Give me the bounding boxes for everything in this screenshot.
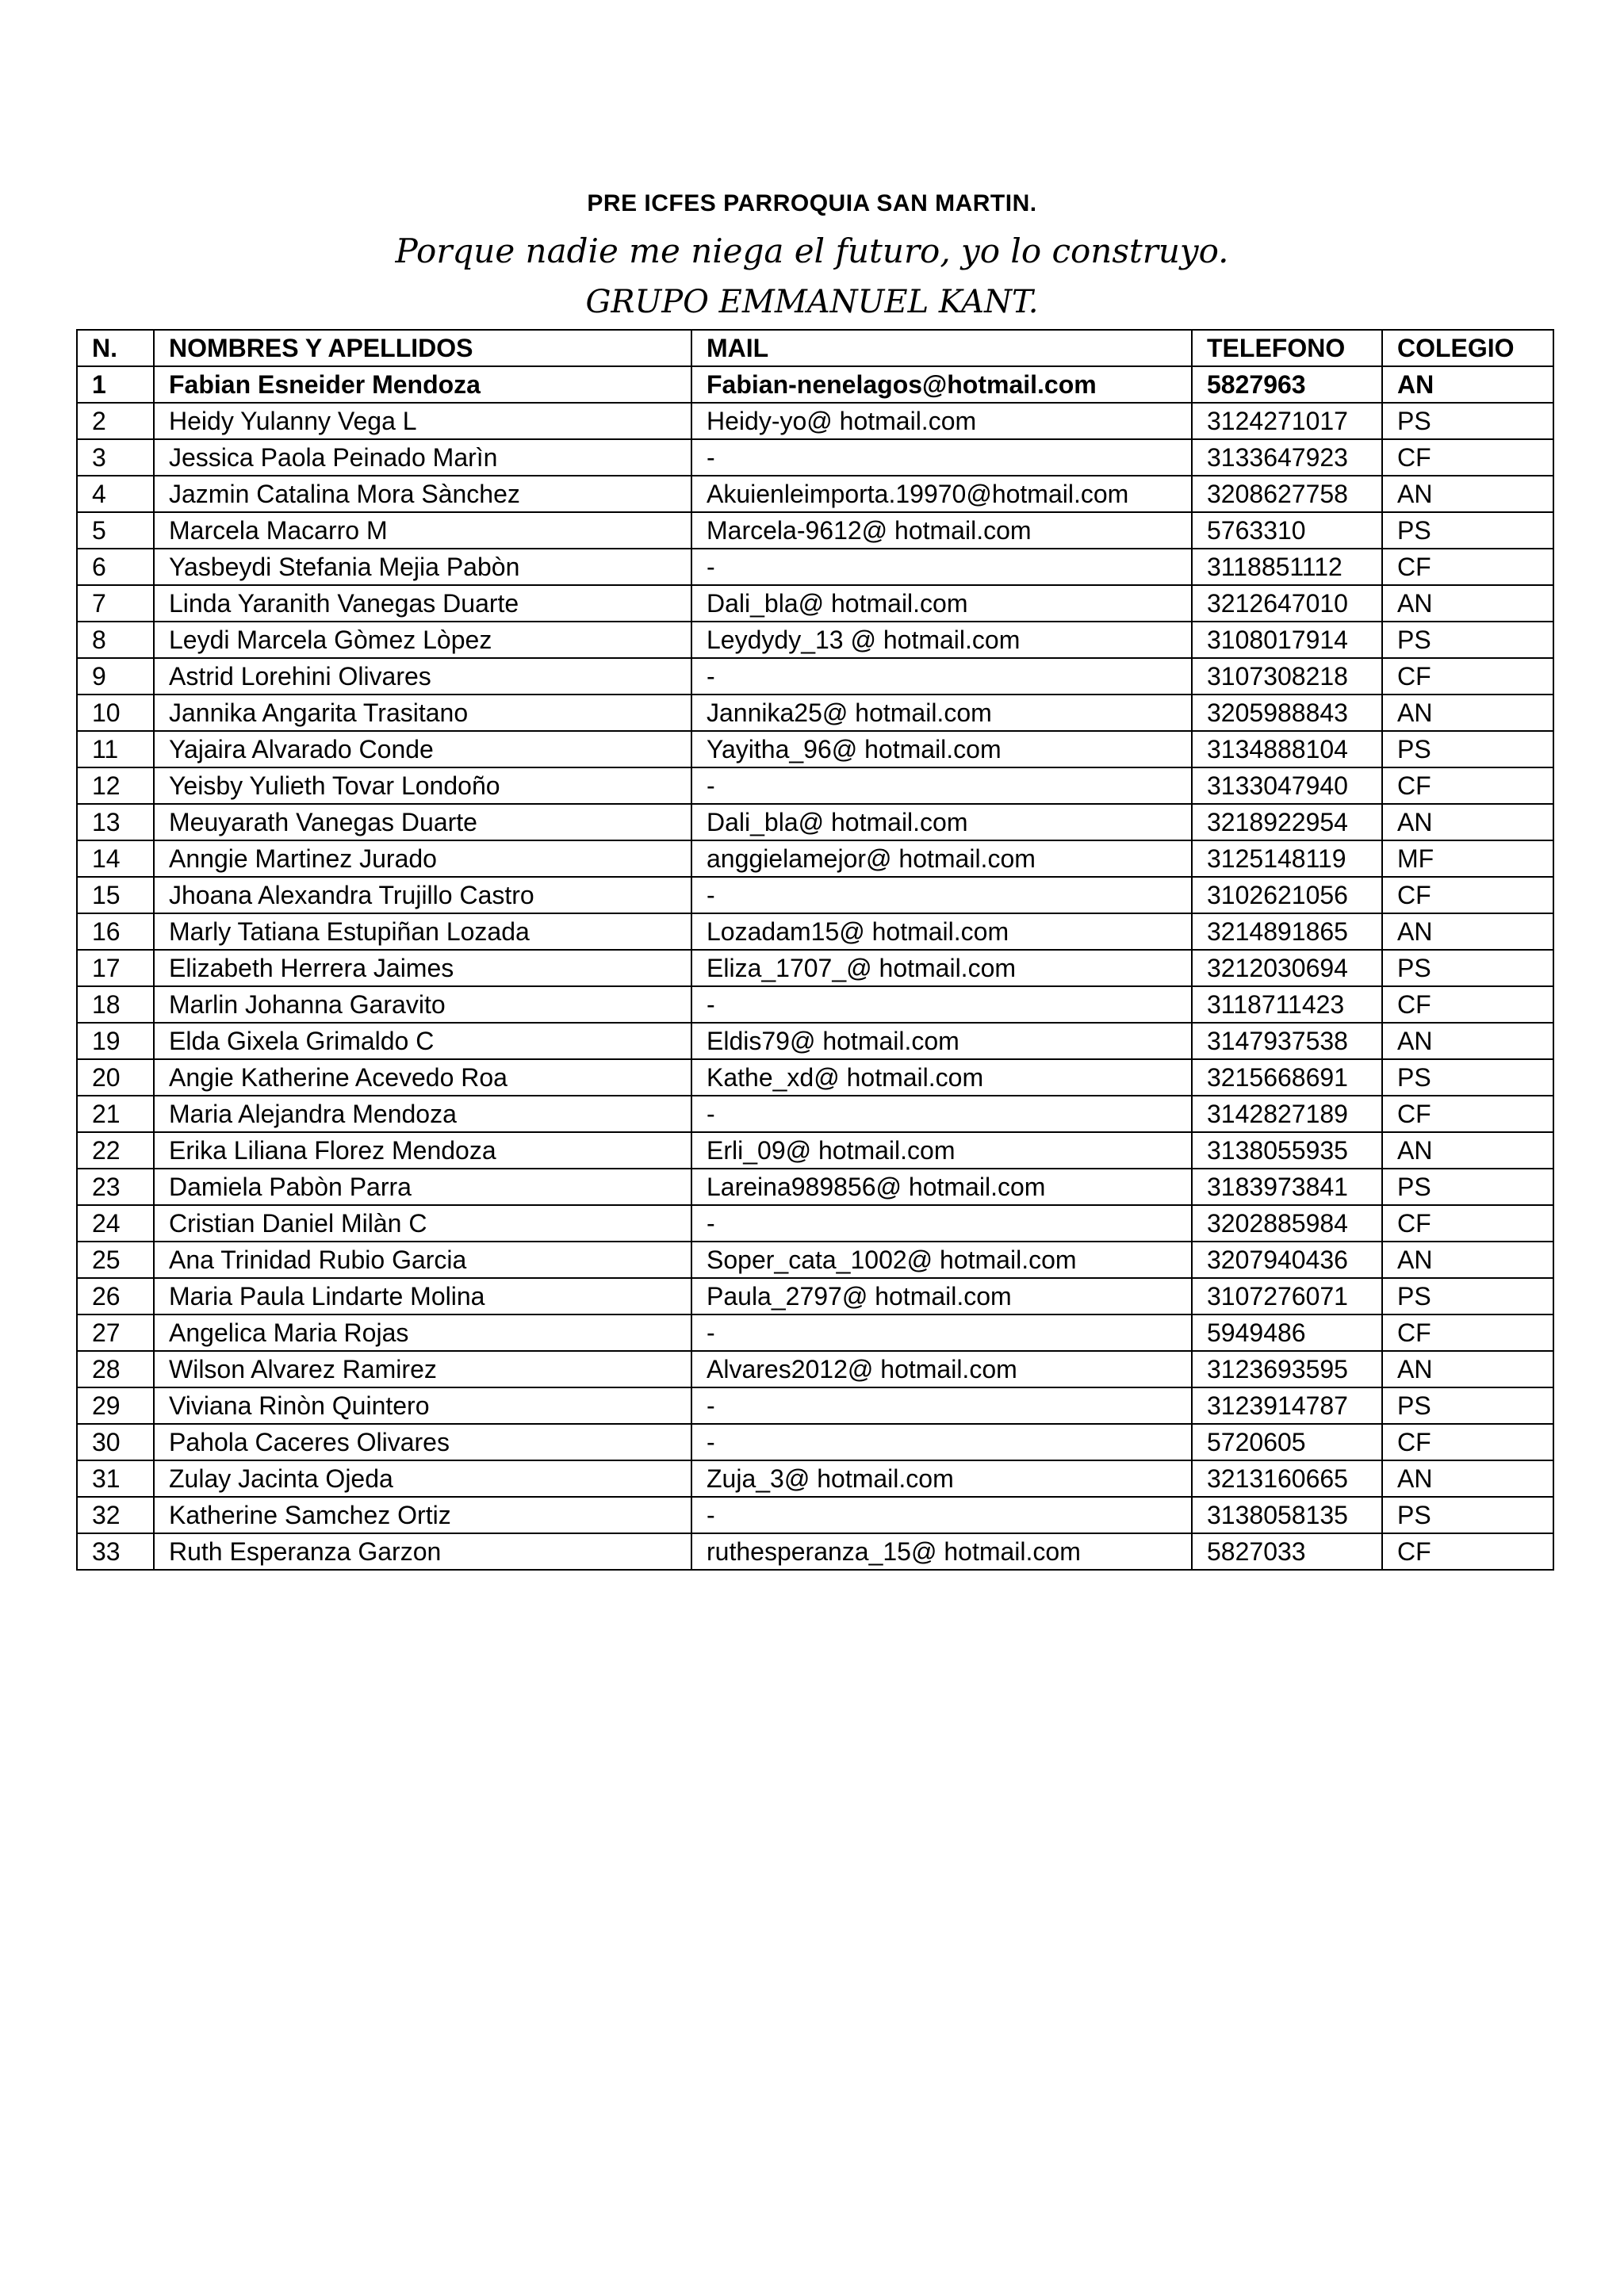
row-number: 25 [77,1242,154,1278]
row-number: 19 [77,1023,154,1059]
student-school: CF [1382,877,1553,913]
student-phone: 3214891865 [1192,913,1382,950]
row-number: 24 [77,1205,154,1242]
row-number: 28 [77,1351,154,1387]
column-header-mail: MAIL [691,330,1192,366]
table-row [77,1169,1553,1205]
student-phone: 3123693595 [1192,1351,1382,1387]
row-number: 13 [77,804,154,840]
table-row [77,549,1553,585]
student-school: PS [1382,1497,1553,1533]
student-school: AN [1382,1351,1553,1387]
student-mail: - [691,1314,1192,1351]
student-name: Yajaira Alvarado Conde [154,731,691,767]
table-row [77,1533,1553,1570]
student-phone: 3208627758 [1192,476,1382,512]
student-phone: 3212030694 [1192,950,1382,986]
row-number: 4 [77,476,154,512]
student-school: AN [1382,476,1553,512]
student-school: AN [1382,585,1553,622]
row-number: 29 [77,1387,154,1424]
student-phone: 3124271017 [1192,403,1382,439]
student-school: CF [1382,549,1553,585]
table-row [77,986,1553,1023]
document-motto: Porque nadie me niega el futuro, yo lo construyo. [395,232,1229,270]
row-number: 10 [77,695,154,731]
student-name: Angie Katherine Acevedo Roa [154,1059,691,1096]
table-row [77,585,1553,622]
student-school: PS [1382,1278,1553,1314]
student-mail: - [691,439,1192,476]
student-phone: 3205988843 [1192,695,1382,731]
student-school: PS [1382,1059,1553,1096]
student-name: Anngie Martinez Jurado [154,840,691,877]
table-row [77,622,1553,658]
student-mail: Akuienleimporta.19970@hotmail.com [691,476,1192,512]
student-name: Meuyarath Vanegas Duarte [154,804,691,840]
student-mail: Eliza_1707_@ hotmail.com [691,950,1192,986]
student-school: AN [1382,804,1553,840]
student-mail: - [691,986,1192,1023]
student-name: Marly Tatiana Estupiñan Lozada [154,913,691,950]
student-phone: 3147937538 [1192,1023,1382,1059]
student-phone: 3215668691 [1192,1059,1382,1096]
student-mail: Lozadam15@ hotmail.com [691,913,1192,950]
table-row [77,658,1553,695]
student-name: Jannika Angarita Trasitano [154,695,691,731]
student-school: CF [1382,1205,1553,1242]
student-mail: Leydydy_13 @ hotmail.com [691,622,1192,658]
student-name: Angelica Maria Rojas [154,1314,691,1351]
student-mail: Dali_bla@ hotmail.com [691,585,1192,622]
row-number: 31 [77,1460,154,1497]
row-number: 27 [77,1314,154,1351]
student-name: Elizabeth Herrera Jaimes [154,950,691,986]
row-number: 22 [77,1132,154,1169]
table-row [77,695,1553,731]
student-phone: 3138055935 [1192,1132,1382,1169]
student-school: AN [1382,913,1553,950]
table-row [77,366,1553,403]
table-row [77,1278,1553,1314]
student-mail: Eldis79@ hotmail.com [691,1023,1192,1059]
row-number: 11 [77,731,154,767]
row-number: 7 [77,585,154,622]
student-name: Erika Liliana Florez Mendoza [154,1132,691,1169]
row-number: 14 [77,840,154,877]
table-row [77,1424,1553,1460]
student-name: Ana Trinidad Rubio Garcia [154,1242,691,1278]
table-row [77,877,1553,913]
student-mail: Heidy-yo@ hotmail.com [691,403,1192,439]
student-phone: 3218922954 [1192,804,1382,840]
table-row [77,767,1553,804]
student-mail: Lareina989856@ hotmail.com [691,1169,1192,1205]
student-phone: 3183973841 [1192,1169,1382,1205]
student-phone: 3123914787 [1192,1387,1382,1424]
student-name: Zulay Jacinta Ojeda [154,1460,691,1497]
student-name: Maria Alejandra Mendoza [154,1096,691,1132]
row-number: 18 [77,986,154,1023]
student-mail: - [691,1096,1192,1132]
student-mail: Paula_2797@ hotmail.com [691,1278,1192,1314]
table-row [77,1314,1553,1351]
student-phone: 3133047940 [1192,767,1382,804]
student-name: Jazmin Catalina Mora Sànchez [154,476,691,512]
table-row [77,950,1553,986]
student-mail: - [691,877,1192,913]
student-phone: 3118711423 [1192,986,1382,1023]
student-school: AN [1382,695,1553,731]
table-row [77,1132,1553,1169]
student-school: CF [1382,1096,1553,1132]
student-school: CF [1382,767,1553,804]
column-header-phone: TELEFONO [1192,330,1382,366]
table-row [77,1497,1553,1533]
row-number: 5 [77,512,154,549]
row-number: 12 [77,767,154,804]
row-number: 2 [77,403,154,439]
student-school: PS [1382,1169,1553,1205]
row-number: 16 [77,913,154,950]
student-phone: 3107308218 [1192,658,1382,695]
student-phone: 3108017914 [1192,622,1382,658]
student-mail: - [691,1387,1192,1424]
row-number: 8 [77,622,154,658]
student-school: CF [1382,1314,1553,1351]
student-mail: - [691,1424,1192,1460]
student-name: Yasbeydi Stefania Mejia Pabòn [154,549,691,585]
student-mail: - [691,658,1192,695]
row-number: 15 [77,877,154,913]
table-row [77,913,1553,950]
table-row [77,731,1553,767]
table-row [77,1242,1553,1278]
student-mail: Alvares2012@ hotmail.com [691,1351,1192,1387]
student-phone: 5827963 [1192,366,1382,403]
table-row [77,403,1553,439]
table-row [77,439,1553,476]
student-phone: 3142827189 [1192,1096,1382,1132]
student-mail: Marcela-9612@ hotmail.com [691,512,1192,549]
table-row [77,1351,1553,1387]
student-phone: 3138058135 [1192,1497,1382,1533]
row-number: 20 [77,1059,154,1096]
student-phone: 3207940436 [1192,1242,1382,1278]
student-name: Yeisby Yulieth Tovar Londoño [154,767,691,804]
student-mail: Fabian-nenelagos@hotmail.com [691,366,1192,403]
student-name: Jhoana Alexandra Trujillo Castro [154,877,691,913]
student-mail: Soper_cata_1002@ hotmail.com [691,1242,1192,1278]
student-name: Ruth Esperanza Garzon [154,1533,691,1570]
student-phone: 3212647010 [1192,585,1382,622]
student-school: AN [1382,1132,1553,1169]
row-number: 23 [77,1169,154,1205]
student-school: PS [1382,622,1553,658]
student-school: PS [1382,1387,1553,1424]
row-number: 6 [77,549,154,585]
table-body [77,366,1553,1570]
student-school: PS [1382,512,1553,549]
student-school: AN [1382,1242,1553,1278]
row-number: 26 [77,1278,154,1314]
student-school: CF [1382,1533,1553,1570]
student-name: Damiela Pabòn Parra [154,1169,691,1205]
student-school: AN [1382,366,1553,403]
student-mail: Yayitha_96@ hotmail.com [691,731,1192,767]
student-phone: 3213160665 [1192,1460,1382,1497]
student-phone: 3202885984 [1192,1205,1382,1242]
document-title: PRE ICFES PARROQUIA SAN MARTIN. [587,190,1037,216]
table-row [77,804,1553,840]
row-number: 33 [77,1533,154,1570]
student-phone: 3107276071 [1192,1278,1382,1314]
table-row [77,1387,1553,1424]
table-row [77,1460,1553,1497]
student-name: Astrid Lorehini Olivares [154,658,691,695]
student-school: CF [1382,986,1553,1023]
student-phone: 3134888104 [1192,731,1382,767]
group-name: GRUPO EMMANUEL KANT. [585,284,1039,320]
student-name: Leydi Marcela Gòmez Lòpez [154,622,691,658]
row-number: 1 [77,366,154,403]
student-school: AN [1382,1023,1553,1059]
student-name: Marcela Macarro M [154,512,691,549]
student-name: Elda Gixela Grimaldo C [154,1023,691,1059]
row-number: 17 [77,950,154,986]
student-mail: Kathe_xd@ hotmail.com [691,1059,1192,1096]
student-name: Heidy Yulanny Vega L [154,403,691,439]
table-row [77,512,1553,549]
table-row [77,840,1553,877]
student-name: Viviana Rinòn Quintero [154,1387,691,1424]
row-number: 30 [77,1424,154,1460]
student-school: CF [1382,658,1553,695]
table-row [77,1205,1553,1242]
table-row [77,1023,1553,1059]
student-mail: Erli_09@ hotmail.com [691,1132,1192,1169]
table-header-row [77,330,1553,366]
student-phone: 3125148119 [1192,840,1382,877]
student-phone: 3133647923 [1192,439,1382,476]
student-phone: 5720605 [1192,1424,1382,1460]
student-name: Marlin Johanna Garavito [154,986,691,1023]
student-school: PS [1382,403,1553,439]
table-row [77,476,1553,512]
student-phone: 3102621056 [1192,877,1382,913]
student-mail: - [691,767,1192,804]
student-phone: 5949486 [1192,1314,1382,1351]
student-school: MF [1382,840,1553,877]
student-school: PS [1382,731,1553,767]
student-school: CF [1382,1424,1553,1460]
student-mail: - [691,1205,1192,1242]
student-name: Katherine Samchez Ortiz [154,1497,691,1533]
student-school: AN [1382,1460,1553,1497]
student-name: Pahola Caceres Olivares [154,1424,691,1460]
row-number: 32 [77,1497,154,1533]
table-row [77,1096,1553,1132]
column-header-name: NOMBRES Y APELLIDOS [154,330,691,366]
student-mail: Jannika25@ hotmail.com [691,695,1192,731]
row-number: 9 [77,658,154,695]
student-mail: Dali_bla@ hotmail.com [691,804,1192,840]
student-name: Jessica Paola Peinado Marìn [154,439,691,476]
student-phone: 3118851112 [1192,549,1382,585]
student-name: Cristian Daniel Milàn C [154,1205,691,1242]
student-school: PS [1382,950,1553,986]
student-mail: Zuja_3@ hotmail.com [691,1460,1192,1497]
student-name: Wilson Alvarez Ramirez [154,1351,691,1387]
student-mail: - [691,549,1192,585]
column-header-number: N. [77,330,154,366]
student-roster-table [76,329,1554,1571]
student-name: Fabian Esneider Mendoza [154,366,691,403]
student-mail: ruthesperanza_15@ hotmail.com [691,1533,1192,1570]
column-header-school: COLEGIO [1382,330,1553,366]
student-mail: - [691,1497,1192,1533]
student-school: CF [1382,439,1553,476]
student-phone: 5763310 [1192,512,1382,549]
student-phone: 5827033 [1192,1533,1382,1570]
student-mail: anggielamejor@ hotmail.com [691,840,1192,877]
student-name: Linda Yaranith Vanegas Duarte [154,585,691,622]
table-row [77,1059,1553,1096]
student-name: Maria Paula Lindarte Molina [154,1278,691,1314]
row-number: 3 [77,439,154,476]
row-number: 21 [77,1096,154,1132]
